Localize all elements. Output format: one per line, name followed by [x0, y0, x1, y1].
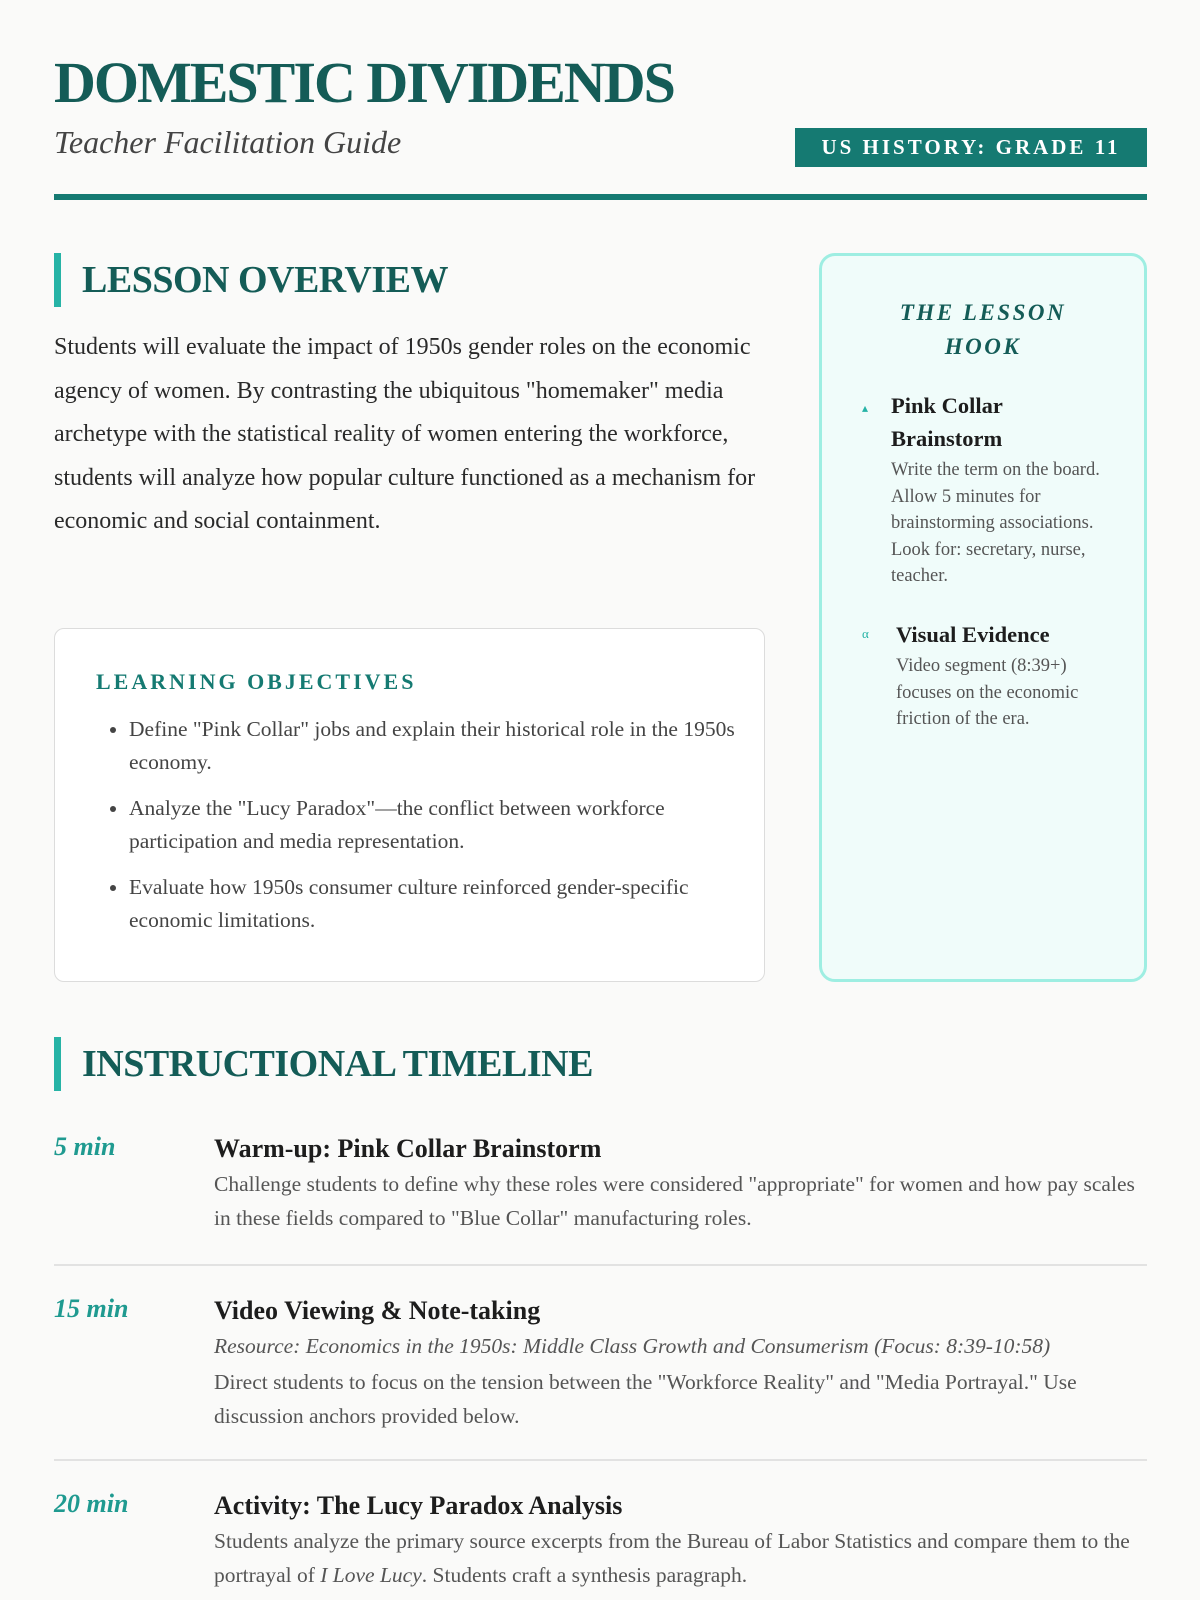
hook-item-name: Pink Collar Brainstorm — [891, 393, 1003, 451]
lesson-hook-card — [819, 253, 1147, 982]
objective-item: • Define "Pink Collar" jobs and explain their historical role in the 1950s economy. — [129, 713, 749, 779]
hook-item-visual-evidence — [862, 618, 1112, 733]
timeline-title: Video Viewing & Note-taking — [214, 1296, 541, 1325]
teal-alpha-icon: α — [862, 626, 869, 641]
timeline-desc: Direct students to focus on the tension between the "Workforce Reality" and "Media Portrayal." Use discussion anchors provided below. — [214, 1370, 1077, 1428]
lesson-hook-heading — [822, 296, 1144, 364]
timeline-desc — [214, 1524, 1144, 1592]
grade-badge: US HISTORY: GRADE 11 — [795, 128, 1147, 167]
timeline-body — [214, 1294, 1144, 1433]
hook-item-desc: Video segment (8:39+) focuses on the economic friction of the era. — [896, 656, 1079, 729]
header-divider — [54, 194, 1147, 200]
timeline-duration: 15 min — [54, 1294, 129, 1323]
objective-item: • Analyze the "Lucy Paradox"—the conflict between workforce participation and media representation. — [129, 792, 749, 858]
hook-item-pink-collar — [862, 389, 1112, 590]
learning-objectives-heading: LEARNING OBJECTIVES — [96, 669, 417, 694]
timeline-resource: Resource: Economics in the 1950s: Middle Class Growth and Consumerism (Focus: 8:39-10:58) — [214, 1334, 1051, 1358]
instructional-timeline-heading: INSTRUCTIONAL TIMELINE — [54, 1037, 593, 1091]
timeline-desc-part: Students analyze the primary source excerpts from the Bureau of Labor Statistics and compare them to the portrayal of — [214, 1529, 1130, 1587]
lesson-overview-heading: LESSON OVERVIEW — [54, 253, 448, 307]
learning-objectives-list — [96, 713, 749, 950]
objective-item: • Evaluate how 1950s consumer culture reinforced gender-specific economic limitations. — [129, 871, 749, 937]
teal-triangle-icon: ▴ — [862, 401, 869, 415]
lesson-overview-text: Students will evaluate the impact of 1950s gender roles on the economic agency of women. By contrasting the ubiquitous "homemaker" media archetype with the statistical reality of women entering the workforce, students will analyze how popular culture functioned as a mechanism for economic and social containment. — [54, 334, 756, 534]
hook-item-name: Visual Evidence — [896, 622, 1050, 647]
document-subtitle: Teacher Facilitation Guide — [54, 124, 402, 160]
timeline-title: Warm-up: Pink Collar Brainstorm — [214, 1134, 602, 1163]
lesson-hook-heading-text: THE LESSON HOOK — [899, 300, 1067, 359]
timeline-duration: 20 min — [54, 1489, 129, 1518]
timeline-desc-part: . Students craft a synthesis paragraph. — [421, 1563, 748, 1587]
timeline-divider — [54, 1264, 1147, 1266]
hook-item-desc: Write the term on the board. Allow 5 minutes for brainstorming associations. Look for: secretary, nurse, teacher. — [891, 460, 1100, 586]
timeline-body — [214, 1132, 1144, 1235]
timeline-desc: Challenge students to define why these roles were considered "appropriate" for women and how pay scales in these fields compared to "Blue Collar" manufacturing roles. — [214, 1172, 1135, 1230]
learning-objectives-card — [54, 628, 765, 982]
timeline-desc-show-title: I Love Lucy — [320, 1563, 422, 1587]
timeline-duration: 5 min — [54, 1132, 116, 1161]
timeline-body — [214, 1489, 1144, 1592]
timeline-title: Activity: The Lucy Paradox Analysis — [214, 1491, 623, 1520]
timeline-divider — [54, 1459, 1147, 1461]
document-title: DOMESTIC DIVIDENDS — [54, 50, 674, 115]
